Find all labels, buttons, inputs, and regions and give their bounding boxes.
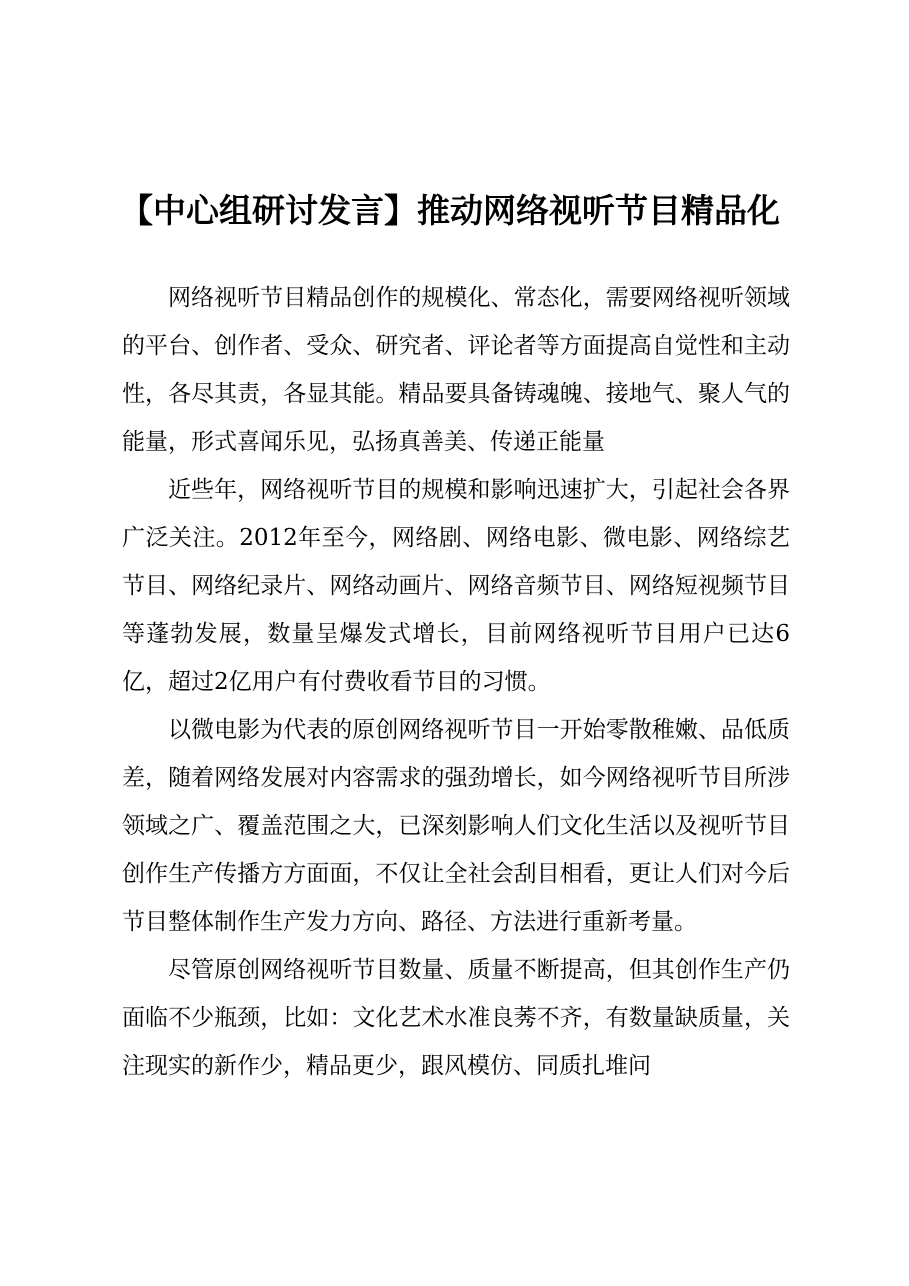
paragraph: 以微电影为代表的原创网络视听节目一开始零散稚嫩、品低质差，随着网络发展对内容需求的强劲增长，如今网络视听节目所涉领域之广、覆盖范围之大，已深刻影响人们文化生活以及视听节目创作生产传播方方面面，不仅让全社会刮目相看，更让人们对今后节目整体制作生产发力方向、路径、方法进行重新考量。 [122,717,790,935]
document-title: 【中心组研讨发言】推动网络视听节目精品化 [120,191,780,230]
paragraph: 近些年，网络视听节目的规模和影响迅速扩大，引起社会各界广泛关注。2012年至今，网络剧、网络电影、微电影、网络综艺节目、网络纪录片、网络动画片、网络音频节目、网络短视频节目等蓬勃发展，数量呈爆发式增长，目前网络视听节目用户已达6亿，超过2亿用户有付费收看节目的习惯。 [122,477,790,695]
paragraph: 尽管原创网络视听节目数量、质量不断提高，但其创作生产仍面临不少瓶颈，比如：文化艺术水准良莠不齐，有数量缺质量，关注现实的新作少，精品更少，跟风模仿、同质扎堆问 [122,957,790,1079]
document-body [122,274,790,1090]
paragraph: 网络视听节目精品创作的规模化、常态化，需要网络视听领域的平台、创作者、受众、研究者、评论者等方面提高自觉性和主动性，各尽其责，各显其能。精品要具备铸魂魄、接地气、聚人气的能量，形式喜闻乐见，弘扬真善美、传递正能量 [122,285,790,455]
